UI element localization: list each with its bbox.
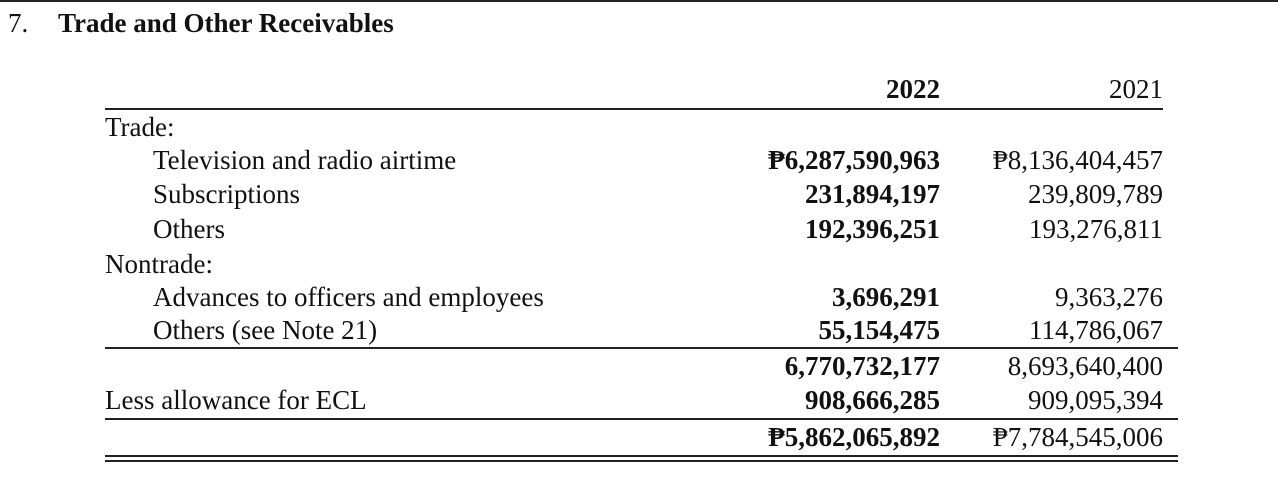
- section-label: Trade:: [105, 112, 175, 142]
- row-label: Television and radio airtime: [153, 145, 457, 175]
- column-header-2021: 2021: [1109, 74, 1163, 104]
- value-2022: ₱5,862,065,892: [768, 422, 940, 452]
- section-nontrade: [0, 249, 1278, 283]
- value-2021: 8,693,640,400: [1007, 351, 1163, 381]
- value-2022: 192,396,251: [805, 214, 940, 244]
- value-2021: 193,276,811: [1029, 214, 1163, 244]
- value-2022: 55,154,475: [818, 315, 940, 345]
- table-row-subscriptions: [0, 179, 1278, 213]
- value-2021: 239,809,789: [1028, 179, 1163, 209]
- note-title: Trade and Other Receivables: [58, 8, 394, 38]
- table-row-nontrade-others: [0, 315, 1278, 349]
- column-header-2022: 2022: [886, 74, 940, 104]
- row-label: Subscriptions: [153, 179, 301, 209]
- note-number: 7.: [8, 8, 29, 38]
- note-heading: [8, 8, 394, 39]
- row-label: Others: [153, 214, 225, 244]
- top-rule: [0, 0, 1278, 2]
- section-trade: [0, 112, 1278, 146]
- value-2022: 6,770,732,177: [784, 351, 940, 381]
- value-2021: ₱7,784,545,006: [992, 422, 1163, 452]
- double-underline-bottom: [105, 460, 1178, 462]
- table-row-tv-radio: [0, 145, 1278, 179]
- row-label: Less allowance for ECL: [105, 385, 367, 415]
- header-underline: [105, 108, 1163, 110]
- value-2021: ₱8,136,404,457: [992, 145, 1163, 175]
- table-row-subtotal: [0, 351, 1278, 385]
- section-label: Nontrade:: [105, 249, 213, 279]
- total-rule: [105, 418, 1178, 420]
- value-2021: 909,095,394: [1028, 385, 1163, 415]
- value-2022: 908,666,285: [805, 385, 940, 415]
- value-2021: 114,786,067: [1029, 315, 1163, 345]
- value-2022: ₱6,287,590,963: [768, 145, 940, 175]
- row-label: Others (see Note 21): [153, 315, 378, 345]
- value-2022: 231,894,197: [805, 179, 940, 209]
- table-row-allowance: [0, 385, 1278, 419]
- subtotal-rule: [105, 347, 1178, 349]
- table-row-trade-others: [0, 214, 1278, 248]
- table-row-total: [0, 422, 1278, 456]
- value-2021: 9,363,276: [1055, 282, 1163, 312]
- row-label: Advances to officers and employees: [153, 282, 544, 312]
- double-underline-top: [105, 455, 1178, 457]
- value-2022: 3,696,291: [832, 282, 940, 312]
- table-row-advances: [0, 282, 1278, 316]
